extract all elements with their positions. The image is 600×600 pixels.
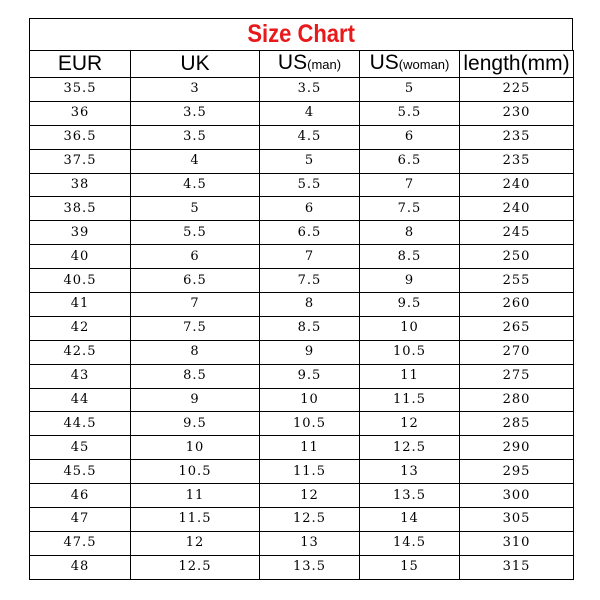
cell-uk: 3: [131, 78, 260, 102]
cell-us-woman: 12: [360, 412, 460, 436]
header-us-man: US(man): [260, 51, 360, 78]
table-row: [30, 388, 574, 412]
cell-eur: 36.5: [30, 125, 131, 149]
size-chart: [29, 18, 573, 580]
cell-us-man: 11: [260, 436, 360, 460]
cell-us-woman: 14.5: [360, 531, 460, 555]
table-row: [30, 221, 574, 245]
cell-us-man: 3.5: [260, 78, 360, 102]
cell-us-woman: 5: [360, 78, 460, 102]
cell-us-woman: 12.5: [360, 436, 460, 460]
cell-us-woman: 13: [360, 460, 460, 484]
cell-us-woman: 9: [360, 269, 460, 293]
table-row: [30, 484, 574, 508]
cell-us-man: 12.5: [260, 508, 360, 532]
cell-us-woman: 9.5: [360, 293, 460, 317]
table-row: [30, 412, 574, 436]
cell-uk: 10: [131, 436, 260, 460]
cell-eur: 47.5: [30, 531, 131, 555]
cell-us-man: 8.5: [260, 316, 360, 340]
table-row: [30, 293, 574, 317]
cell-eur: 42.5: [30, 340, 131, 364]
cell-us-woman: 8: [360, 221, 460, 245]
title-row: [29, 18, 573, 50]
cell-us-woman: 14: [360, 508, 460, 532]
cell-us-woman: 15: [360, 555, 460, 579]
cell-eur: 45: [30, 436, 131, 460]
table-row: [30, 340, 574, 364]
header-length: length(mm): [460, 51, 574, 78]
cell-length-mm: 280: [460, 388, 574, 412]
cell-eur: 40: [30, 245, 131, 269]
cell-us-woman: 11: [360, 364, 460, 388]
cell-us-man: 4.5: [260, 125, 360, 149]
cell-us-woman: 6.5: [360, 149, 460, 173]
cell-uk: 6.5: [131, 269, 260, 293]
cell-length-mm: 265: [460, 316, 574, 340]
cell-length-mm: 245: [460, 221, 574, 245]
cell-length-mm: 260: [460, 293, 574, 317]
cell-uk: 3.5: [131, 125, 260, 149]
cell-length-mm: 300: [460, 484, 574, 508]
cell-uk: 4.5: [131, 173, 260, 197]
cell-eur: 43: [30, 364, 131, 388]
cell-us-man: 10: [260, 388, 360, 412]
cell-us-man: 5.5: [260, 173, 360, 197]
table-row: [30, 316, 574, 340]
cell-us-woman: 13.5: [360, 484, 460, 508]
cell-us-man: 12: [260, 484, 360, 508]
cell-us-woman: 5.5: [360, 101, 460, 125]
table-row: [30, 531, 574, 555]
table-row: [30, 508, 574, 532]
cell-uk: 7.5: [131, 316, 260, 340]
cell-uk: 9: [131, 388, 260, 412]
table-row: [30, 149, 574, 173]
table-row: [30, 78, 574, 102]
cell-us-woman: 7.5: [360, 197, 460, 221]
cell-us-woman: 10: [360, 316, 460, 340]
cell-length-mm: 240: [460, 173, 574, 197]
cell-us-man: 9.5: [260, 364, 360, 388]
page-title: Size Chart: [247, 20, 355, 48]
cell-us-man: 5: [260, 149, 360, 173]
header-eur: EUR: [30, 51, 131, 78]
cell-uk: 8: [131, 340, 260, 364]
cell-length-mm: 230: [460, 101, 574, 125]
cell-us-man: 7.5: [260, 269, 360, 293]
cell-uk: 4: [131, 149, 260, 173]
table-row: [30, 125, 574, 149]
table-row: [30, 173, 574, 197]
cell-eur: 35.5: [30, 78, 131, 102]
cell-eur: 46: [30, 484, 131, 508]
cell-us-woman: 6: [360, 125, 460, 149]
cell-us-man: 13.5: [260, 555, 360, 579]
table-row: [30, 269, 574, 293]
table-row: [30, 101, 574, 125]
cell-us-man: 6.5: [260, 221, 360, 245]
cell-uk: 7: [131, 293, 260, 317]
cell-length-mm: 250: [460, 245, 574, 269]
cell-length-mm: 235: [460, 149, 574, 173]
table-row: [30, 436, 574, 460]
cell-uk: 10.5: [131, 460, 260, 484]
cell-eur: 40.5: [30, 269, 131, 293]
table-row: [30, 460, 574, 484]
cell-us-man: 6: [260, 197, 360, 221]
cell-us-woman: 11.5: [360, 388, 460, 412]
cell-length-mm: 240: [460, 197, 574, 221]
table-row: [30, 245, 574, 269]
cell-uk: 11.5: [131, 508, 260, 532]
cell-eur: 39: [30, 221, 131, 245]
cell-eur: 42: [30, 316, 131, 340]
cell-eur: 48: [30, 555, 131, 579]
cell-uk: 9.5: [131, 412, 260, 436]
cell-length-mm: 310: [460, 531, 574, 555]
cell-eur: 44.5: [30, 412, 131, 436]
cell-us-man: 13: [260, 531, 360, 555]
cell-length-mm: 285: [460, 412, 574, 436]
table-row: [30, 197, 574, 221]
cell-uk: 5.5: [131, 221, 260, 245]
cell-eur: 44: [30, 388, 131, 412]
cell-eur: 37.5: [30, 149, 131, 173]
cell-eur: 45.5: [30, 460, 131, 484]
cell-us-man: 9: [260, 340, 360, 364]
cell-us-man: 11.5: [260, 460, 360, 484]
cell-length-mm: 315: [460, 555, 574, 579]
cell-eur: 38.5: [30, 197, 131, 221]
cell-length-mm: 290: [460, 436, 574, 460]
table-row: [30, 555, 574, 579]
cell-us-man: 10.5: [260, 412, 360, 436]
cell-us-woman: 8.5: [360, 245, 460, 269]
cell-eur: 38: [30, 173, 131, 197]
header-uk: UK: [131, 51, 260, 78]
cell-length-mm: 275: [460, 364, 574, 388]
cell-uk: 8.5: [131, 364, 260, 388]
cell-length-mm: 305: [460, 508, 574, 532]
cell-eur: 47: [30, 508, 131, 532]
cell-length-mm: 270: [460, 340, 574, 364]
cell-uk: 12: [131, 531, 260, 555]
cell-length-mm: 235: [460, 125, 574, 149]
cell-eur: 41: [30, 293, 131, 317]
cell-length-mm: 295: [460, 460, 574, 484]
size-table: [29, 50, 574, 580]
cell-us-man: 7: [260, 245, 360, 269]
cell-uk: 3.5: [131, 101, 260, 125]
cell-uk: 11: [131, 484, 260, 508]
cell-eur: 36: [30, 101, 131, 125]
header-us-woman: US(woman): [360, 51, 460, 78]
cell-us-man: 8: [260, 293, 360, 317]
cell-length-mm: 255: [460, 269, 574, 293]
cell-us-man: 4: [260, 101, 360, 125]
cell-us-woman: 10.5: [360, 340, 460, 364]
cell-uk: 12.5: [131, 555, 260, 579]
cell-uk: 6: [131, 245, 260, 269]
table-row: [30, 364, 574, 388]
cell-length-mm: 225: [460, 78, 574, 102]
header-row: [30, 51, 574, 78]
cell-uk: 5: [131, 197, 260, 221]
cell-us-woman: 7: [360, 173, 460, 197]
